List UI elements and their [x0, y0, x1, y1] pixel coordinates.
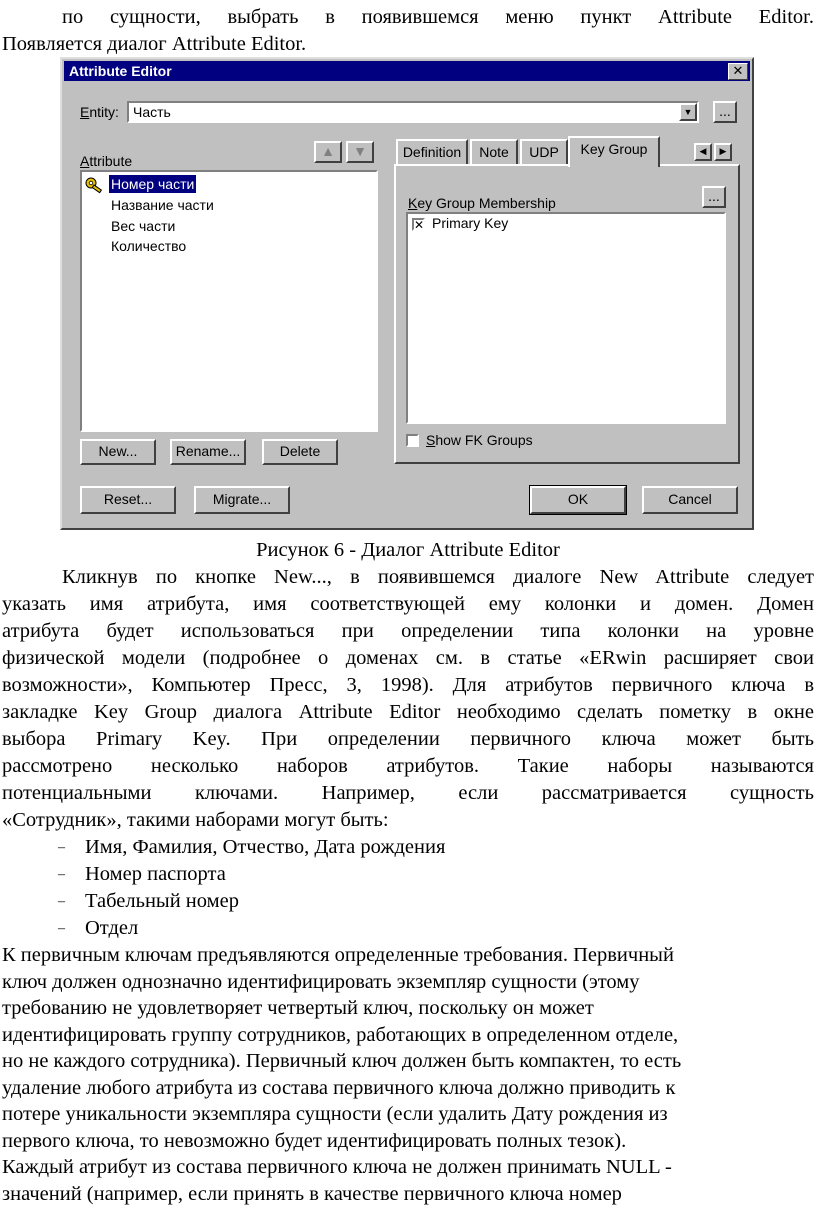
new-button[interactable] — [80, 439, 156, 465]
para1-line: указать имя атрибута, имя соответствующей ему колонки и домен. Домен — [2, 593, 814, 615]
delete-button[interactable] — [262, 439, 338, 465]
tab-definition[interactable]: Definition — [396, 139, 468, 165]
cancel-button-label: Cancel — [668, 491, 712, 507]
attribute-editor-dialog — [60, 57, 754, 530]
rename-button[interactable] — [170, 439, 246, 465]
delete-button-label: Delete — [279, 443, 321, 459]
figure-caption: Рисунок 6 - Диалог Attribute Editor — [256, 539, 560, 561]
bullet-text: Отдел — [85, 917, 139, 939]
attribute-item[interactable]: Название части — [111, 197, 214, 213]
paragraph-1 — [2, 564, 814, 834]
bullet-text: Имя, Фамилия, Отчество, Дата рождения — [85, 836, 446, 858]
para2-line: потере уникальности экземпляра сущности (если удалить Дату рождения из — [2, 1103, 668, 1125]
key-group-list[interactable] — [406, 212, 726, 424]
para1-line: закладке Key Group диалога Attribute Editor необходимо сделать пометку в окне — [2, 701, 814, 723]
ok-button-label: OK — [567, 491, 589, 507]
key-group-panel — [394, 164, 740, 464]
chevron-down-icon[interactable]: ▼ — [679, 103, 697, 121]
rename-button-label: Rename... — [175, 443, 241, 459]
tab-note[interactable]: Note — [470, 139, 518, 165]
para2-line: удаление любого атрибута из состава первичного ключа должно приводить к — [2, 1076, 676, 1099]
para1-line: выбора Primary Key. При определении первичного ключа может быть — [2, 728, 814, 750]
paragraph-2 — [2, 942, 814, 1207]
attribute-item[interactable]: Вес части — [111, 218, 176, 234]
cancel-button[interactable] — [642, 486, 738, 514]
para2-line: первого ключа, то невозможно будет идентифицировать полных тезок). — [2, 1129, 627, 1152]
primary-key-checkbox[interactable]: ✕ — [414, 218, 425, 232]
show-fk-label: Show FK Groups — [426, 432, 533, 448]
entity-value: Часть — [133, 104, 171, 120]
primary-key-label: Primary Key — [432, 215, 509, 231]
para1-line: Кликнув по кнопке New..., в появившемся диалоге New Attribute следует — [62, 566, 814, 588]
bullet-marker: – — [58, 894, 65, 909]
close-icon[interactable]: ✕ — [728, 63, 748, 80]
para1-line: физической модели (подробнее о доменах см. в статье «ERwin расширяет свои — [2, 647, 814, 669]
bullet-text: Табельный номер — [85, 890, 239, 912]
key-icon — [85, 176, 105, 194]
intro-line-1: по сущности, выбрать в появившемся меню пункт Attribute Editor. — [62, 6, 814, 28]
para2-line: Каждый атрибут из состава первичного ключа не должен принимать NULL - — [2, 1156, 672, 1178]
entity-label-rest: ntity: — [89, 104, 119, 120]
para2-line: значений (например, если принять в качестве первичного ключа номер — [2, 1182, 622, 1205]
tab-udp[interactable]: UDP — [520, 139, 568, 165]
attribute-list[interactable] — [80, 170, 378, 432]
show-fk-checkbox[interactable] — [406, 434, 419, 447]
reset-button[interactable] — [80, 486, 176, 514]
bullet-marker: – — [58, 840, 65, 855]
move-up-icon[interactable]: ▲ — [314, 141, 342, 163]
intro-line-2: Появляется диалог Attribute Editor. — [2, 33, 307, 55]
dialog-titlebar — [64, 61, 750, 81]
para1-line: «Сотрудник», такими наборами могут быть: — [2, 809, 389, 831]
para1-line: потенциальными ключами. Например, если рассматривается сущность — [2, 782, 814, 804]
tab-scroll-right-icon[interactable]: ▶ — [714, 143, 732, 161]
entity-select[interactable] — [127, 101, 699, 123]
para2-line: идентифицировать группу сотрудников, работающих в определенном отделе, — [2, 1023, 679, 1046]
key-group-label: Key Group Membership — [408, 195, 556, 211]
bullet-marker: – — [58, 921, 65, 936]
entity-browse-button[interactable]: ... — [713, 101, 737, 123]
ok-button[interactable] — [530, 486, 626, 514]
para1-line: рассмотрено несколько наборов атрибутов. Такие наборы называются — [2, 755, 814, 777]
bullet-text: Номер паспорта — [85, 863, 226, 885]
para1-line: возможности», Компьютер Пресс, 3, 1998). Для атрибутов первичного ключа в — [2, 674, 814, 696]
para2-line: К первичным ключам предъявляются определенные требования. Первичный — [2, 944, 674, 966]
key-group-browse-button[interactable]: ... — [702, 186, 726, 208]
entity-label: Entity: — [80, 104, 119, 120]
para2-line: требованию не удовлетворяет четвертый ключ, поскольку он может — [2, 997, 594, 1019]
dialog-title: Attribute Editor — [69, 63, 172, 79]
attribute-item[interactable]: Количество — [111, 238, 187, 254]
migrate-button-label: Migrate... — [212, 491, 272, 507]
para1-line: атрибута будет использоваться при определении типа колонки на уровне — [2, 620, 814, 642]
para2-line: ключ должен однозначно идентифицировать экземпляр сущности (этому — [2, 970, 640, 993]
attribute-item[interactable]: Номер части — [111, 176, 195, 192]
para2-line: но не каждого сотрудника). Первичный ключ должен быть компактен, то есть — [2, 1050, 682, 1072]
tab-scroll-left-icon[interactable]: ◀ — [694, 143, 712, 161]
tab-key-group[interactable]: Key Group — [568, 136, 660, 167]
new-button-label: New... — [98, 443, 138, 459]
attribute-label: Attribute — [80, 153, 133, 169]
reset-button-label: Reset... — [103, 491, 153, 507]
migrate-button[interactable] — [194, 486, 290, 514]
bullet-marker: – — [58, 867, 65, 882]
move-down-icon[interactable]: ▼ — [346, 141, 374, 163]
